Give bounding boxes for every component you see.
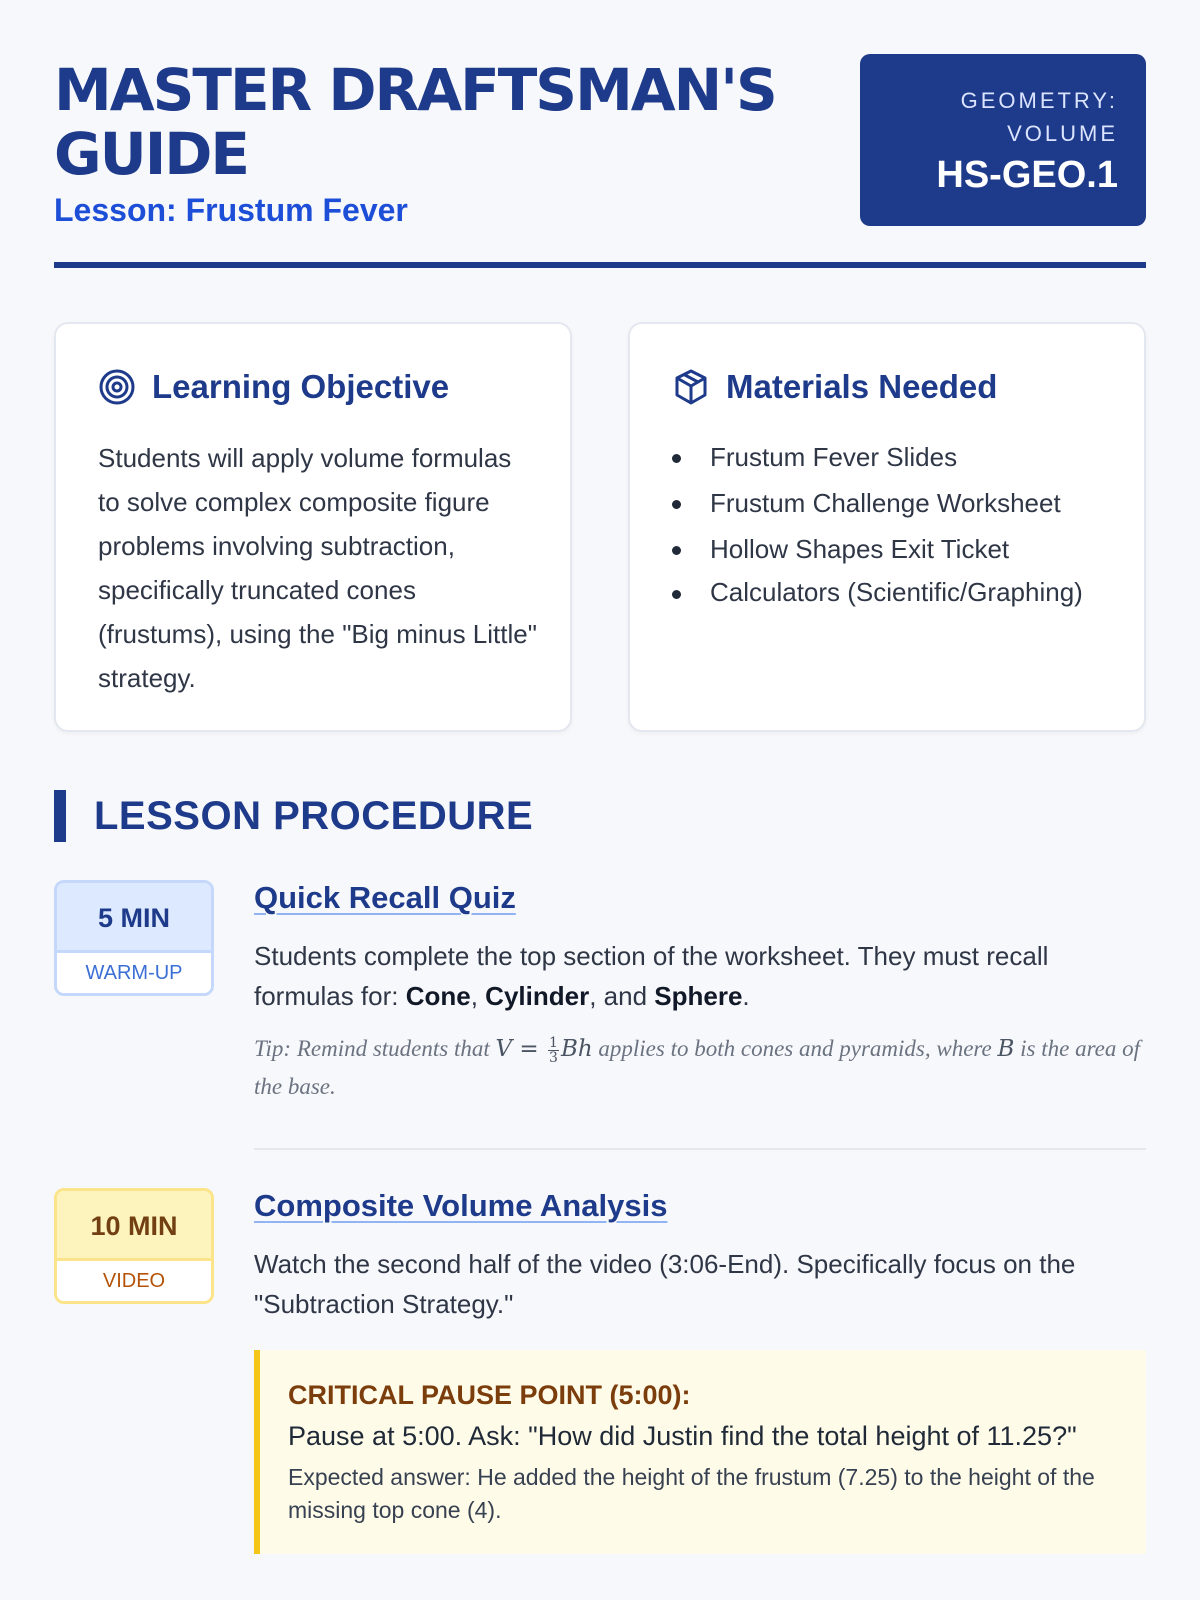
page-title: MASTER DRAFTSMAN'S GUIDE <box>54 56 776 188</box>
formula-sphere: Sphere <box>654 981 743 1011</box>
overview-cards <box>54 322 1146 732</box>
target-icon <box>98 368 136 406</box>
fraction <box>548 1036 559 1065</box>
procedure-heading: LESSON PROCEDURE <box>54 790 533 842</box>
objective-header <box>98 368 449 406</box>
materials-heading: Materials Needed <box>726 368 998 405</box>
standard-label: GEOMETRY: VOLUME <box>960 88 1118 146</box>
text-segment: , and <box>589 981 655 1011</box>
time-badge <box>54 880 214 996</box>
standard-code: HS-GEO.1 <box>936 154 1118 196</box>
step-title-link[interactable]: Composite Volume Analysis <box>254 1188 668 1223</box>
step-duration: 5 MIN <box>57 883 211 953</box>
materials-card <box>628 322 1146 732</box>
step-content <box>254 1188 1146 1554</box>
step-description: Watch the second half of the video (3:06-End). Specifically focus on the "Subtraction Strategy." <box>254 1249 1076 1319</box>
list-item: Calculators (Scientific/Graphing) <box>672 572 1083 612</box>
step-content <box>254 880 1146 1106</box>
pause-point-callout <box>254 1350 1146 1554</box>
step-type: WARM-UP <box>57 953 211 993</box>
standard-badge <box>860 54 1146 226</box>
lesson-subtitle: Lesson: Frustum Fever <box>54 192 408 228</box>
box-icon <box>672 368 710 406</box>
materials-list <box>672 434 1083 612</box>
step-description <box>254 936 1146 1016</box>
formula-cylinder: Cylinder <box>485 981 590 1011</box>
base-variable: B <box>997 1036 1015 1062</box>
step-type: VIDEO <box>57 1261 211 1301</box>
page-header <box>54 0 1146 268</box>
volume-formula <box>495 1034 593 1066</box>
objective-heading: Learning Objective <box>152 368 450 405</box>
objective-card <box>54 322 572 732</box>
step-title-link[interactable]: Quick Recall Quiz <box>254 880 516 915</box>
callout-expected-answer: Expected answer: He added the height of the frustum (7.25) to the height of the missing top cone (4). <box>288 1464 1095 1523</box>
callout-title: CRITICAL PAUSE POINT (5:00): <box>288 1380 691 1410</box>
fraction-denominator: 3 <box>549 1049 558 1066</box>
materials-header <box>672 368 997 406</box>
tip-text: Tip: Remind students that <box>254 1036 496 1061</box>
step-divider <box>254 1148 1146 1150</box>
text-segment: , <box>470 981 486 1011</box>
formula-rhs: Bh <box>560 1036 593 1062</box>
list-item: Frustum Fever Slides <box>672 434 1083 480</box>
callout-question: Pause at 5:00. Ask: "How did Justin find the total height of 11.25?" <box>288 1421 1077 1451</box>
step-duration: 10 MIN <box>57 1191 211 1261</box>
teacher-tip <box>254 1030 1146 1106</box>
formula-lhs: V = <box>495 1036 539 1062</box>
tip-text: applies to both cones and pyramids, where <box>592 1036 998 1061</box>
text-segment: . <box>742 981 750 1011</box>
objective-text: Students will apply volume formulas to solve complex composite figure problems involving subtraction, specifically truncated cones (frustums), using the "Big minus Little" strategy. <box>98 443 537 693</box>
fraction-numerator: 1 <box>549 1034 558 1051</box>
list-item: Hollow Shapes Exit Ticket <box>672 526 1083 572</box>
text-segment: Students complete the top section of the worksheet. They must recall formulas for: <box>254 941 1049 1011</box>
list-item: Frustum Challenge Worksheet <box>672 480 1083 526</box>
tip-text: is the area of the base. <box>254 1036 1141 1099</box>
formula-cone: Cone <box>405 981 471 1011</box>
time-badge <box>54 1188 214 1304</box>
